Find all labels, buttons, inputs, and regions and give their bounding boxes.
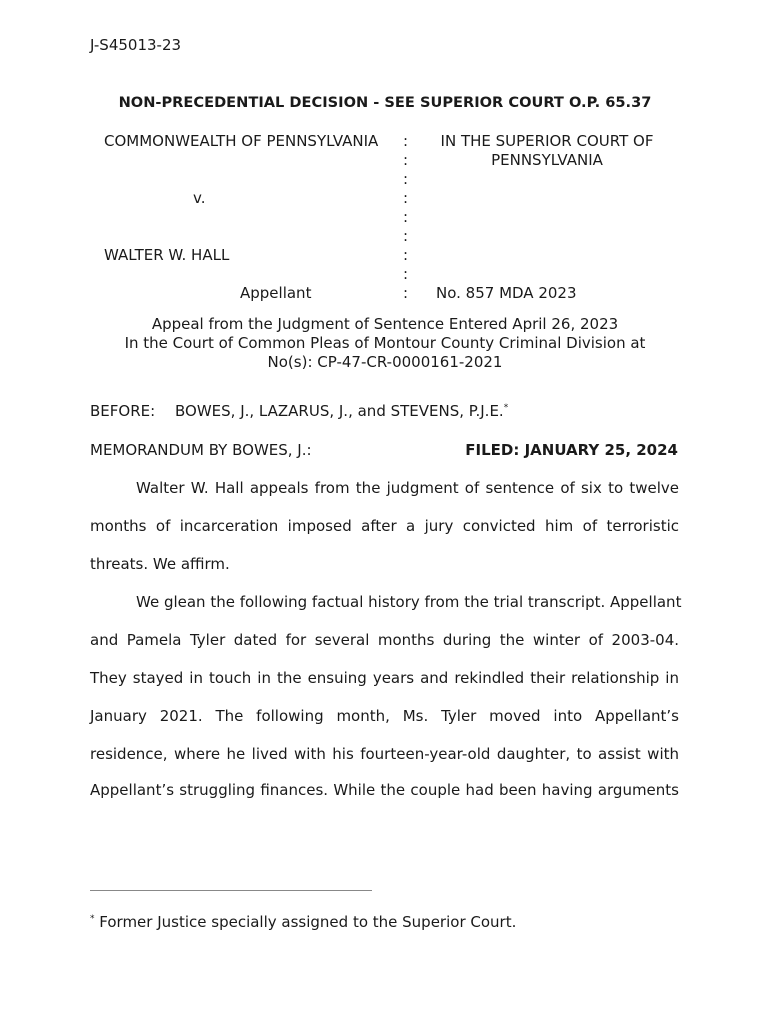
body-line: They stayed in touch in the ensuing years and rekindled their relationship in	[90, 669, 679, 687]
caption-versus: v.	[193, 189, 206, 207]
memorandum-author: MEMORANDUM BY BOWES, J.:	[90, 441, 312, 459]
body-line: We glean the following factual history from the trial transcript. Appellant	[136, 593, 682, 611]
appeal-line-3: No(s): CP-47-CR-0000161-2021	[267, 353, 503, 371]
caption-party-defendant: WALTER W. HALL	[104, 246, 230, 264]
court-name: IN THE SUPERIOR COURT OF PENNSYLVANIA	[440, 132, 654, 169]
caption-colon: :	[403, 170, 409, 188]
caption-colon: :	[403, 208, 409, 226]
caption-colon: :	[403, 265, 409, 283]
caption-colon: :	[403, 284, 409, 302]
caption-colon: :	[403, 246, 409, 264]
appeal-line-2: In the Court of Common Pleas of Montour County Criminal Division at	[124, 334, 646, 352]
filed-date: FILED: JANUARY 25, 2024	[465, 441, 678, 459]
body-line: Appellant’s struggling finances. While the couple had been having arguments	[90, 781, 679, 799]
caption-colon: :	[403, 151, 409, 169]
body-line: months of incarceration imposed after a jury convicted him of terroristic	[90, 517, 679, 535]
caption-colon: :	[403, 227, 409, 245]
case-number: No. 857 MDA 2023	[436, 284, 577, 302]
body-line: January 2021. The following month, Ms. Tyler moved into Appellant’s	[90, 707, 679, 725]
non-precedential-banner: NON-PRECEDENTIAL DECISION - SEE SUPERIOR COURT O.P. 65.37	[118, 94, 652, 111]
caption-colon: :	[403, 189, 409, 207]
before-label: BEFORE:	[90, 402, 156, 420]
panel-before	[90, 402, 508, 420]
footnote-mark: *	[90, 914, 95, 924]
body-line: and Pamela Tyler dated for several months during the winter of 2003-04.	[90, 631, 679, 649]
panel-judges: BOWES, J., LAZARUS, J., and STEVENS, P.J.E.	[175, 402, 504, 420]
appeal-line-1: Appeal from the Judgment of Sentence Entered April 26, 2023	[151, 315, 619, 333]
footnote-text: Former Justice specially assigned to the Superior Court.	[94, 913, 517, 931]
body-line: threats. We affirm.	[90, 555, 230, 573]
docket-number: J-S45013-23	[90, 36, 182, 54]
body-line: Walter W. Hall appeals from the judgment of sentence of six to twelve	[136, 479, 679, 497]
caption-colon: :	[403, 132, 409, 150]
caption-appellant-role: Appellant	[240, 284, 312, 302]
footnote-divider	[90, 890, 372, 891]
caption-party-commonwealth: COMMONWEALTH OF PENNSYLVANIA	[104, 132, 379, 150]
body-line: residence, where he lived with his fourteen-year-old daughter, to assist with	[90, 745, 679, 763]
footnote-reference-mark: *	[503, 403, 509, 413]
footnote	[90, 913, 516, 931]
